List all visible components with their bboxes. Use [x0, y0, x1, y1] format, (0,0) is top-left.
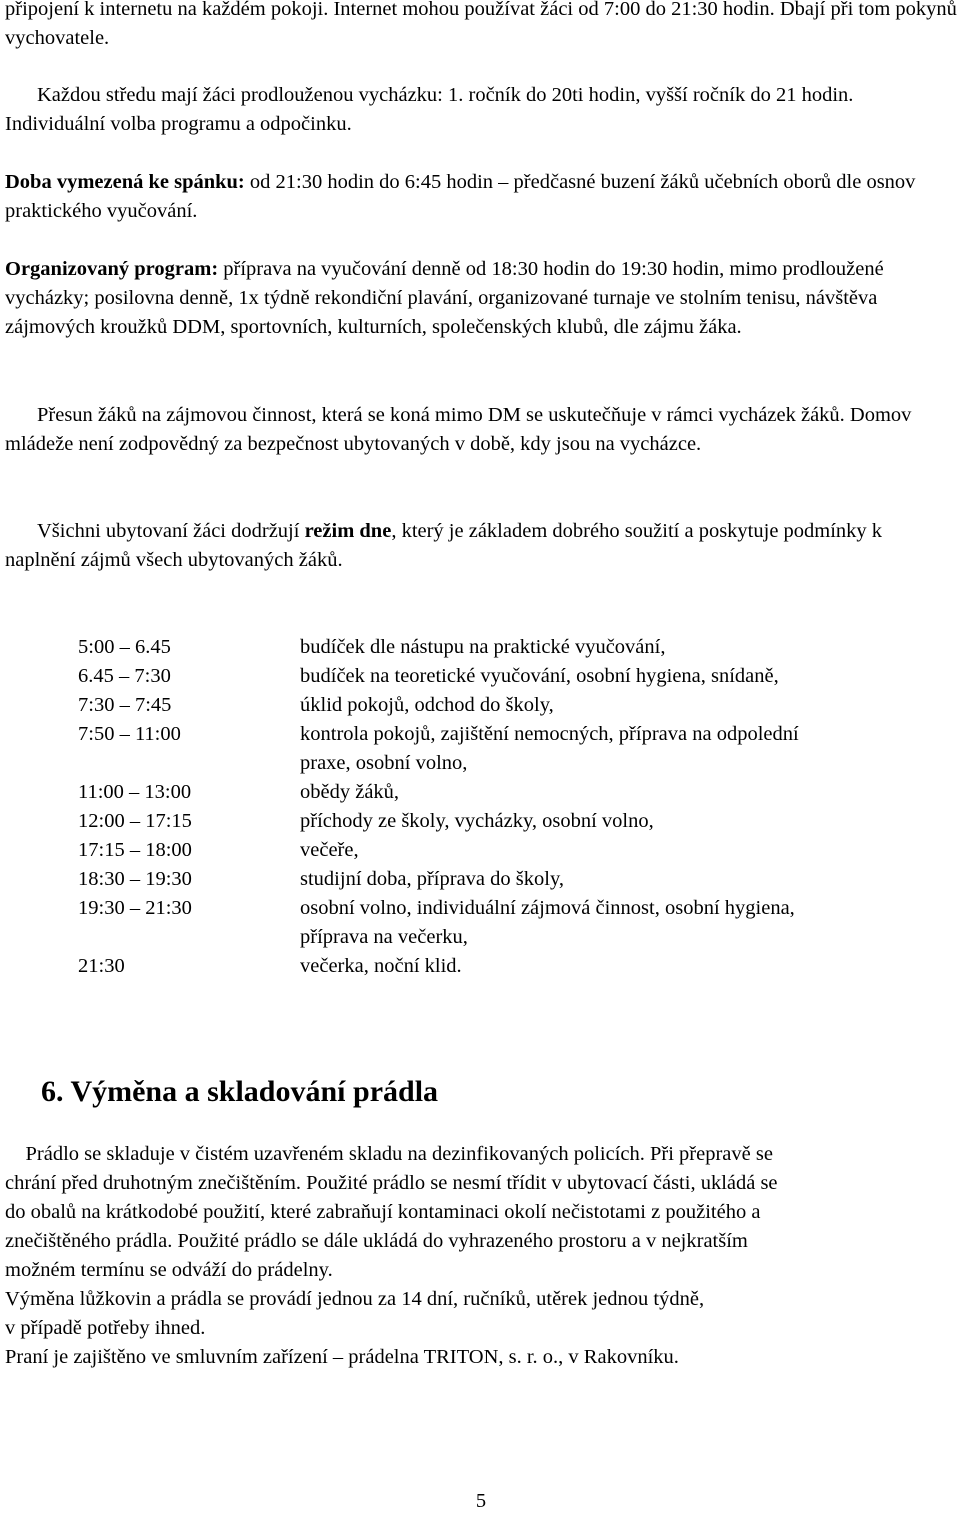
page-number: 5 [475, 1490, 487, 1512]
schedule-row [5, 865, 957, 894]
daily-schedule [5, 633, 957, 981]
schedule-desc [300, 691, 957, 720]
schedule-time: 7:50 – 11:00 [78, 723, 181, 745]
schedule-desc-line: úklid pokojů, odchod do školy, [300, 694, 554, 716]
paragraph-internet: připojení k internetu na každém pokoji. Internet mohou používat žáci od 7:00 do 21:30 hodin. Dbají při tom pokynů vychovatele. [5, 0, 957, 49]
regime-text-after: , který je základem dobrého soužití a poskytuje podmínky k naplnění zájmů všech ubytovaných žáků. [5, 520, 883, 571]
schedule-desc [300, 807, 957, 836]
schedule-desc-line: příchody ze školy, vycházky, osobní volno, [300, 810, 654, 832]
schedule-desc-line: osobní volno, individuální zájmová činnost, osobní hygiena, [300, 897, 795, 919]
schedule-time: 21:30 [78, 955, 125, 977]
section-line: Prádlo se skladuje v čistém uzavřeném skladu na dezinfikovaných policích. Při přepravě se [5, 1143, 773, 1165]
schedule-desc [300, 720, 957, 778]
schedule-desc [300, 633, 957, 662]
schedule-desc-line-2: praxe, osobní volno, [300, 752, 468, 774]
schedule-desc-line: večeře, [300, 839, 359, 861]
section-line: Výměna lůžkovin a prádla se provádí jednou za 14 dní, ručníků, utěrek jednou týdně, [5, 1288, 705, 1310]
schedule-time: 6.45 – 7:30 [78, 665, 171, 687]
paragraph-wednesday-outing: Každou středu mají žáci prodlouženou vycházku: 1. ročník do 20ti hodin, vyšší ročník do 21 hodin. Individuální volba programu a odpočinku. [5, 84, 854, 135]
program-text: příprava na vyučování denně od 18:30 hodin do 19:30 hodin, mimo prodloužené vycházky; posilovna denně, 1x týdně rekondiční plavání, organizované turnaje ve stolním tenisu, návštěva zájmových kroužků DDM, sportovních, kulturních, společenských klubů, dle zájmu žáka. [5, 258, 884, 338]
schedule-desc-line-2: příprava na večerku, [300, 926, 468, 948]
regime-bold: režim dne [304, 520, 392, 542]
schedule-desc-line: budíček dle nástupu na praktické vyučování, [300, 636, 666, 658]
section-line: v případě potřeby ihned. [5, 1317, 206, 1339]
section-laundry-text [5, 1140, 957, 1372]
schedule-time: 11:00 – 13:00 [78, 781, 192, 803]
paragraph-transfer: Přesun žáků na zájmovou činnost, která se koná mimo DM se uskutečňuje v rámci vycházek žáků. Domov mládeže není zodpovědný za bezpečnost ubytovaných v době, kdy jsou na vycházce. [5, 404, 912, 455]
schedule-desc-line: studijní doba, příprava do školy, [300, 868, 564, 890]
schedule-desc [300, 778, 957, 807]
regime-text-before: Všichni ubytovaní žáci dodržují [37, 520, 305, 542]
schedule-time: 12:00 – 17:15 [78, 810, 192, 832]
program-label: Organizovaný program: [5, 258, 219, 280]
schedule-row [5, 633, 957, 662]
paragraph-daily-regime [5, 517, 957, 575]
schedule-time: 19:30 – 21:30 [78, 897, 192, 919]
section-heading: 6. Výměna a skladování prádla [41, 1075, 439, 1108]
schedule-desc-line: budíček na teoretické vyučování, osobní hygiena, snídaně, [300, 665, 779, 687]
schedule-desc [300, 836, 957, 865]
schedule-row [5, 807, 957, 836]
schedule-row [5, 691, 957, 720]
schedule-row [5, 836, 957, 865]
schedule-desc-line: večerka, noční klid. [300, 955, 462, 977]
schedule-desc-line: kontrola pokojů, zajištění nemocných, příprava na odpolední [300, 723, 799, 745]
section-line: do obalů na krátkodobé použití, které zabraňují kontaminaci okolí nečistotami z použitého a [5, 1201, 761, 1223]
section-line: Praní je zajištěno ve smluvním zařízení – prádelna TRITON, s. r. o., v Rakovníku. [5, 1346, 679, 1368]
paragraph-organized-program [5, 255, 957, 342]
sleep-text: od 21:30 hodin do 6:45 hodin – předčasné buzení žáků učebních oborů dle osnov praktického vyučování. [5, 171, 916, 222]
schedule-time: 7:30 – 7:45 [78, 694, 172, 716]
section-line: možném termínu se odváží do prádelny. [5, 1259, 333, 1281]
schedule-desc [300, 952, 957, 981]
schedule-row [5, 778, 957, 807]
schedule-desc-line: obědy žáků, [300, 781, 400, 803]
paragraph-sleep-time [5, 168, 957, 226]
schedule-time: 5:00 – 6.45 [78, 636, 171, 658]
schedule-desc [300, 894, 957, 952]
schedule-row [5, 720, 957, 778]
section-line: znečištěného prádla. Použité prádlo se dále ukládá do vyhrazeného prostoru a v nejkratším [5, 1230, 748, 1252]
section-line: chrání před druhotným znečištěním. Použité prádlo se nesmí třídit v ubytovací části, ukládá se [5, 1172, 778, 1194]
schedule-row [5, 662, 957, 691]
schedule-desc [300, 662, 957, 691]
schedule-desc [300, 865, 957, 894]
schedule-time: 18:30 – 19:30 [78, 868, 192, 890]
sleep-label: Doba vymezená ke spánku: [5, 171, 245, 193]
schedule-row [5, 894, 957, 952]
schedule-row [5, 952, 957, 981]
schedule-time: 17:15 – 18:00 [78, 839, 192, 861]
